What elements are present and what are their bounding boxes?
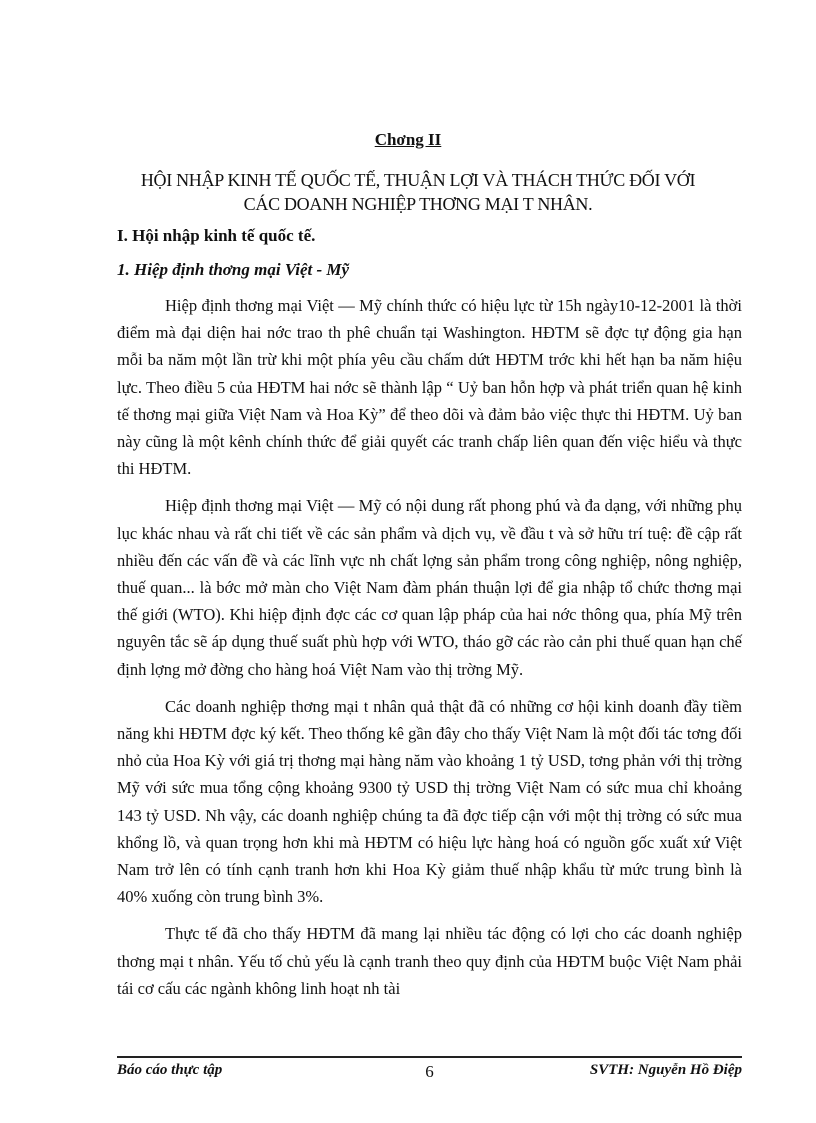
paragraph: Thực tế đã cho thấy HĐTM đã mang lại nhiều tác động có lợi cho các doanh nghiệp thơng mại t nhân. Yếu tố chủ yếu là cạnh tranh theo quy định của HĐTM buộc Việt Nam phải tái cơ cấu các ngành không linh hoạt nh tài [117,924,742,998]
subsection-heading: 1. Hiệp định thơng mại Việt - Mỹ [117,260,350,279]
chapter-title: Chơng II [374,130,442,149]
page-number: 6 [425,1062,434,1081]
chapter-heading [100,168,736,216]
chapter-heading-line-2: CÁC DOANH NGHIỆP THƠNG MẠI T NHÂN. [243,194,593,214]
paragraph: Hiệp định thơng mại Việt — Mỹ có nội dung rất phong phú và đa dạng, với những phụ lục khác nhau và rất chi tiết về các sản phẩm và dịch vụ, về đầu t và sở hữu trí tuệ: đề cập rất nhiều đến các vấn đề và các lĩnh vực nh chất lợng sản phẩm trong công nghiệp, nông nghiệp, thuế quan... là bớc mở màn cho Việt Nam đàm phán thuận lợi để gia nhập tổ chức thơng mại thế giới (WTO). Khi hiệp định đợc các cơ quan lập pháp của hai nớc thông qua, phía Mỹ trên nguyên tắc sẽ áp dụng thuế suất phù hợp với WTO, tháo gỡ các rào cản phi thuế quan hạn chế định lợng mở đờng cho hàng hoá Việt Nam vào thị trờng Mỹ. [117,496,742,679]
page-footer [117,1062,742,1084]
section-heading: I. Hội nhập kinh tế quốc tế. [117,226,316,245]
paragraph: Các doanh nghiệp thơng mại t nhân quả thật đã có những cơ hội kinh doanh đầy tiềm năng khi HĐTM đợc ký kết. Theo thống kê gần đây cho thấy Việt Nam là một đối tác tơng đối nhỏ của Hoa Kỳ với giá trị thơng mại hàng năm vào khoảng 1 tỷ USD, tơng phản với thị trờng Mỹ với sức mua tổng cộng khoảng 9300 tỷ USD thị trờng Việt Nam có sức mua chỉ khoảng 143 tỷ USD. Nh vậy, các doanh nghiệp chúng ta đã đợc tiếp cận với một thị trờng có sức mua khổng lồ, và quan trọng hơn khi mà HĐTM có hiệu lực hàng hoá có nguồn gốc xuất xứ Việt Nam trở lên có tính cạnh tranh hơn khi Hoa Kỳ giảm thuế nhập khẩu từ mức trung bình là 40% xuống còn trung bình 3%. [117,696,742,907]
paragraph: Hiệp định thơng mại Việt — Mỹ chính thức có hiệu lực từ 15h ngày10-12-2001 là thời điểm mà đại diện hai nớc trao th phê chuẩn tại Washington. HĐTM sẽ đợc tự động gia hạn mỗi ba năm một lần trừ khi một phía yêu cầu chấm dứt HĐTM trớc khi hết hạn ba năm hiệu lực. Theo điều 5 của HĐTM hai nớc sẽ thành lập “ Uỷ ban hỗn hợp và phát triển quan hệ kinh tế thơng mại giữa Việt Nam và Hoa Kỳ” để theo dõi và đảm bảo việc thực thi HĐTM. Uỷ ban này cũng là một kênh chính thức để giải quyết các tranh chấp liên quan đến việc hiểu và thực thi HĐTM. [117,296,742,479]
body-text [117,292,742,1012]
footer-divider [117,1056,742,1058]
chapter-heading-line-1: HỘI NHẬP KINH TẾ QUỐC TẾ, THUẬN LỢI VÀ THÁCH THỨC ĐỐI VỚI [140,170,696,190]
footer-author: SVTH: Nguyễn Hồ Điệp [589,1062,742,1078]
footer-report-label: Báo cáo thực tập [117,1062,223,1078]
